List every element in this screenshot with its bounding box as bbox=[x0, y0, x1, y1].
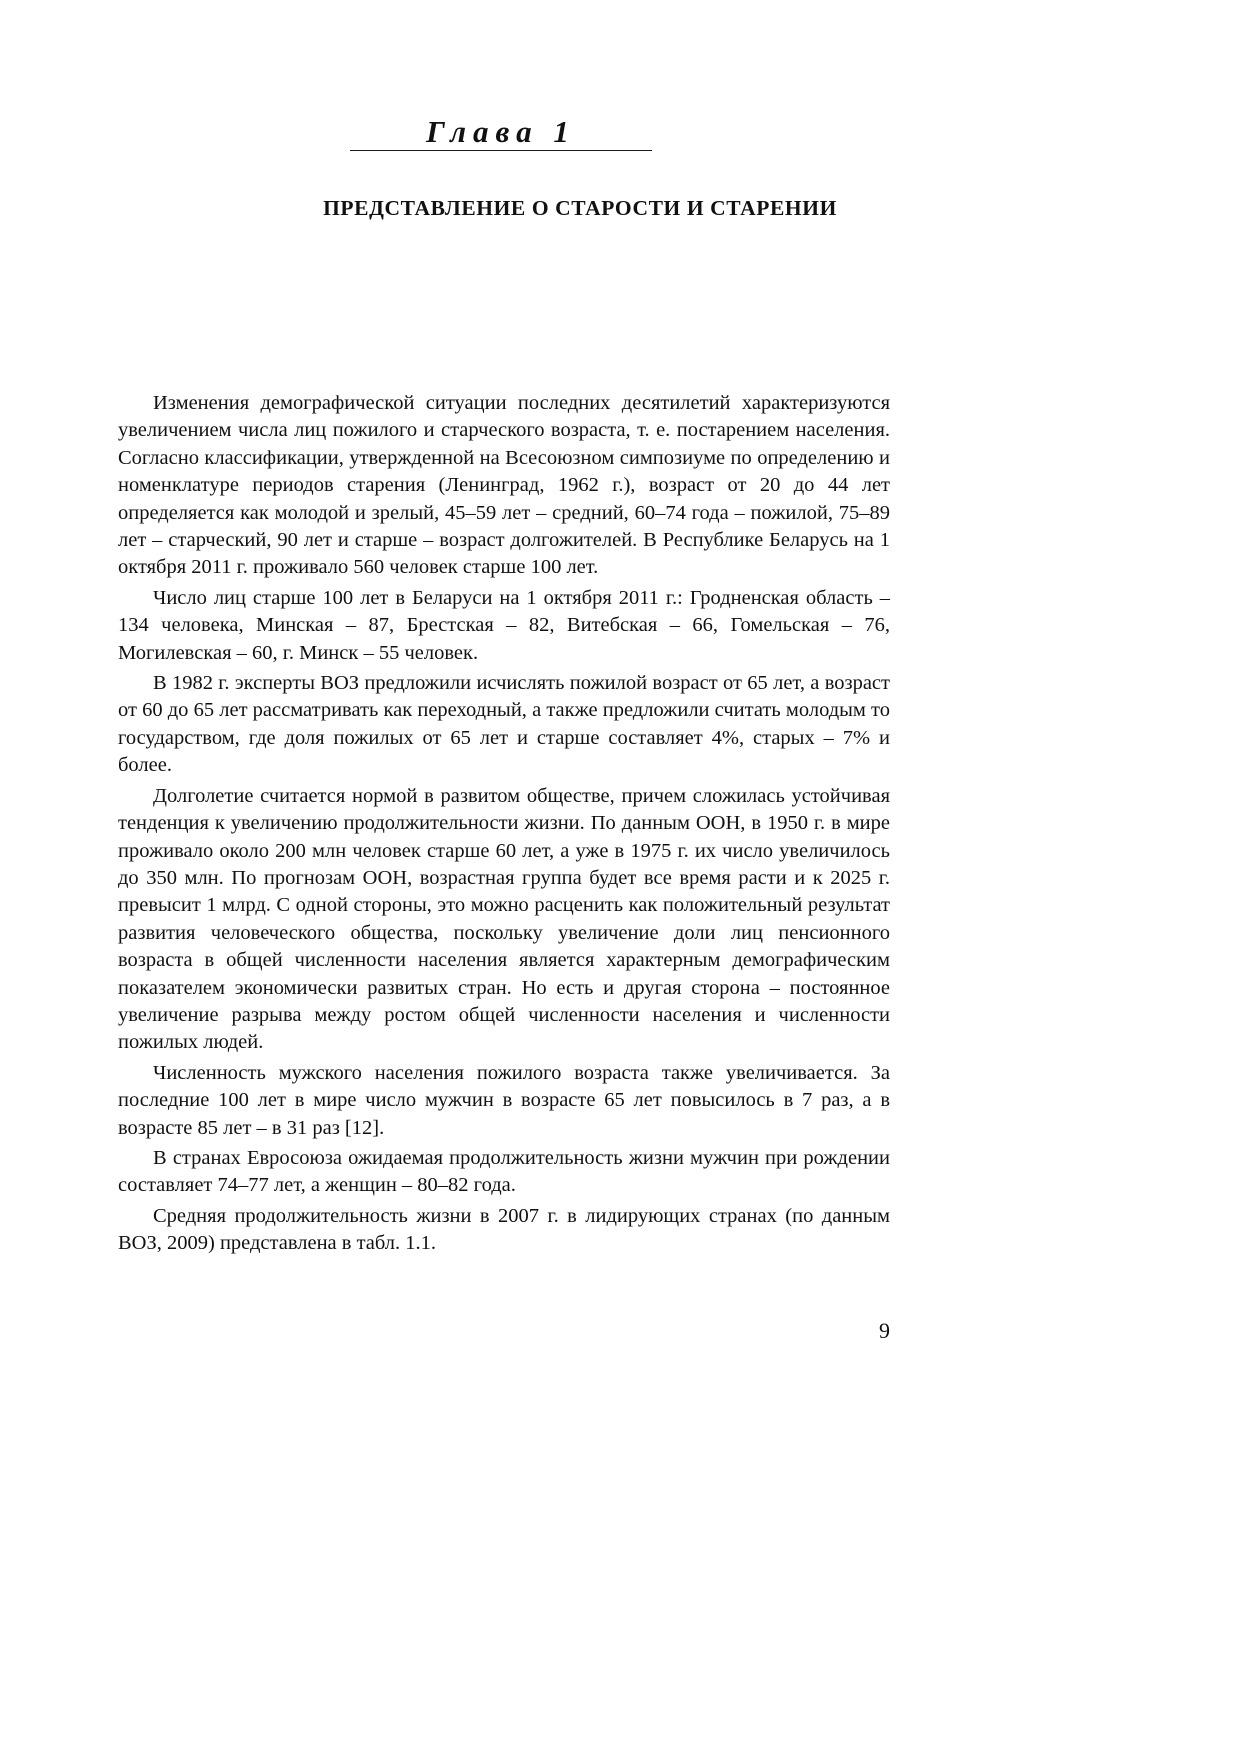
page-number: 9 bbox=[879, 1318, 890, 1343]
paragraph-6: В странах Евросоюза ожидаемая продолжительность жизни мужчин при рождении составляет 74–77 лет, а женщин – 80–82 года. bbox=[118, 1146, 890, 1197]
body-text bbox=[118, 390, 890, 1258]
paragraph-5: Численность мужского населения пожилого возраста также увеличивается. За последние 100 лет в мире число мужчин в возрасте 65 лет повысилось в 7 раз, а в возрасте 85 лет – в 31 раз [12]. bbox=[118, 1061, 890, 1139]
paragraph-3: В 1982 г. эксперты ВОЗ предложили исчислять пожилой возраст от 65 лет, а возраст от 60 до 65 лет рассматривать как переходный, а также предложили считать молодым то государством, где доля пожилых от 65 лет и старше составляет 4%, старых – 7% и более. bbox=[118, 672, 890, 777]
paragraph-1: Изменения демографической ситуации последних десятилетий характеризуются увеличением числа лиц пожилого и старческого возраста, т. е. постарением населения. Согласно классификации, утвержденной на Всесоюзном симпозиуме по определению и номенклатуре периодов старения (Ленинград, 1962 г.), возраст от 20 до 44 лет определяется как молодой и зрелый, 45–59 лет – средний, 60–74 года – пожилой, 75–89 лет – старческий, 90 лет и старше – возраст долгожителей. В Республике Беларусь на 1 октября 2011 г. проживало 560 человек старше 100 лет. bbox=[118, 392, 890, 579]
chapter-title: ПРЕДСТАВЛЕНИЕ О СТАРОСТИ И СТАРЕНИИ bbox=[323, 196, 837, 220]
paragraph-4: Долголетие считается нормой в развитом обществе, причем сложилась устойчивая тенденция к увеличению продолжительности жизни. По данным ООН, в 1950 г. в мире проживало около 200 млн человек старше 60 лет, а уже в 1975 г. их число увеличилось до 350 млн. По прогнозам ООН, возрастная группа будет все время расти и к 2025 г. превысит 1 млрд. С одной стороны, это можно расценить как положительный результат развития человеческого общества, поскольку увеличение доли лиц пенсионного возраста в общей численности населения является характерным демографическим показателем экономически развитых стран. Но есть и другая сторона – постоянное увеличение разрыва между ростом общей численности населения и численности пожилых людей. bbox=[118, 784, 890, 1054]
paragraph-7: Средняя продолжительность жизни в 2007 г. в лидирующих странах (по данным ВОЗ, 2009) представлена в табл. 1.1. bbox=[118, 1204, 890, 1255]
chapter-label: Глава 1 bbox=[426, 114, 576, 149]
paragraph-2: Число лиц старше 100 лет в Беларуси на 1 октября 2011 г.: Гродненская область – 134 человека, Минская – 87, Брестская – 82, Витебская – 66, Гомельская – 76, Могилевская – 60, г. Минск – 55 человек. bbox=[118, 586, 890, 664]
chapter-underline bbox=[350, 150, 652, 151]
